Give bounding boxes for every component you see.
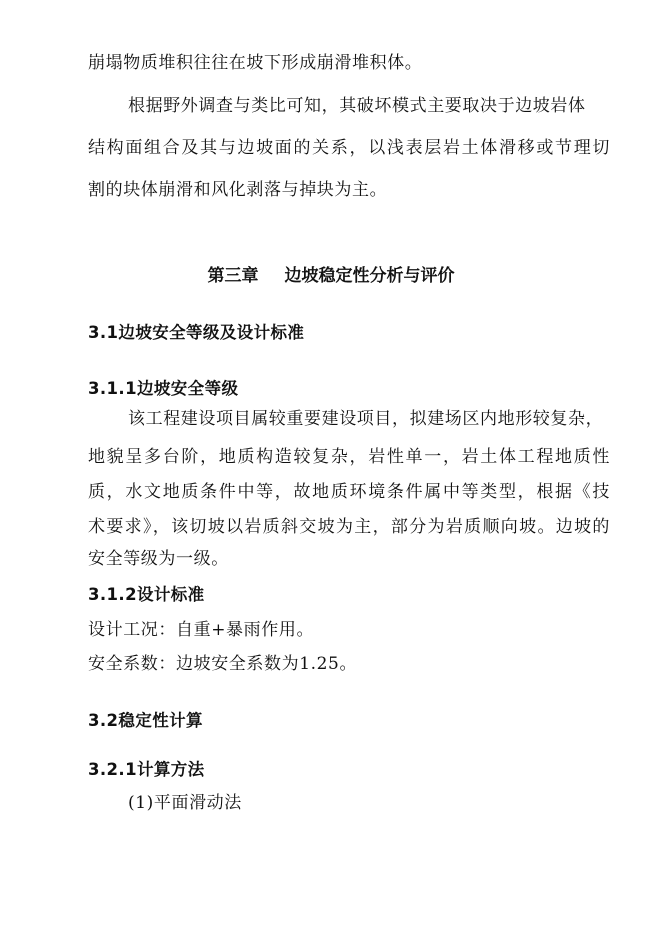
method-plane-sliding: (1)平面滑动法 [128,793,242,813]
paragraph-failure-mode-line-3: 割的块体崩滑和风化剥落与掉块为主。 [88,180,388,200]
safety-factor: 安全系数：边坡安全系数为1.25。 [88,654,358,674]
design-condition: 设计工况：自重+暴雨作用。 [88,620,315,640]
section-heading-3-1: 3.1边坡安全等级及设计标准 [88,323,305,342]
section-heading-3-1-2: 3.1.2设计标准 [88,585,205,604]
safety-grade-line-2: 地貌呈多台阶，地质构造较复杂，岩性单一，岩土体工程地质性 [88,447,610,467]
section-heading-3-2-1: 3.2.1计算方法 [88,760,205,779]
safety-grade-line-4: 术要求》，该切坡以岩质斜交坡为主，部分为岩质顺向坡。边坡的 [88,517,610,537]
safety-grade-line-1: 该工程建设项目属较重要建设项目，拟建场区内地形较复杂， [128,409,604,429]
chapter-number: 第三章 [207,266,259,286]
safety-grade-line-5: 安全等级为一级。 [88,549,229,569]
paragraph-failure-mode-line-2: 结构面组合及其与边坡面的关系，以浅表层岩土体滑移或节理切 [88,138,610,158]
paragraph-collapse-deposit: 崩塌物质堆积往往在坡下形成崩滑堆积体。 [88,53,423,73]
section-heading-3-1-1: 3.1.1边坡安全等级 [88,379,239,398]
section-heading-3-2: 3.2稳定性计算 [88,711,203,730]
chapter-title: 边坡稳定性分析与评价 [284,266,455,286]
safety-grade-line-3: 质，水文地质条件中等，故地质环境条件属中等类型，根据《技 [88,482,610,502]
chapter-heading [0,265,662,287]
paragraph-failure-mode-line-1: 根据野外调查与类比可知，其破坏模式主要取决于边坡岩体 [128,96,586,116]
